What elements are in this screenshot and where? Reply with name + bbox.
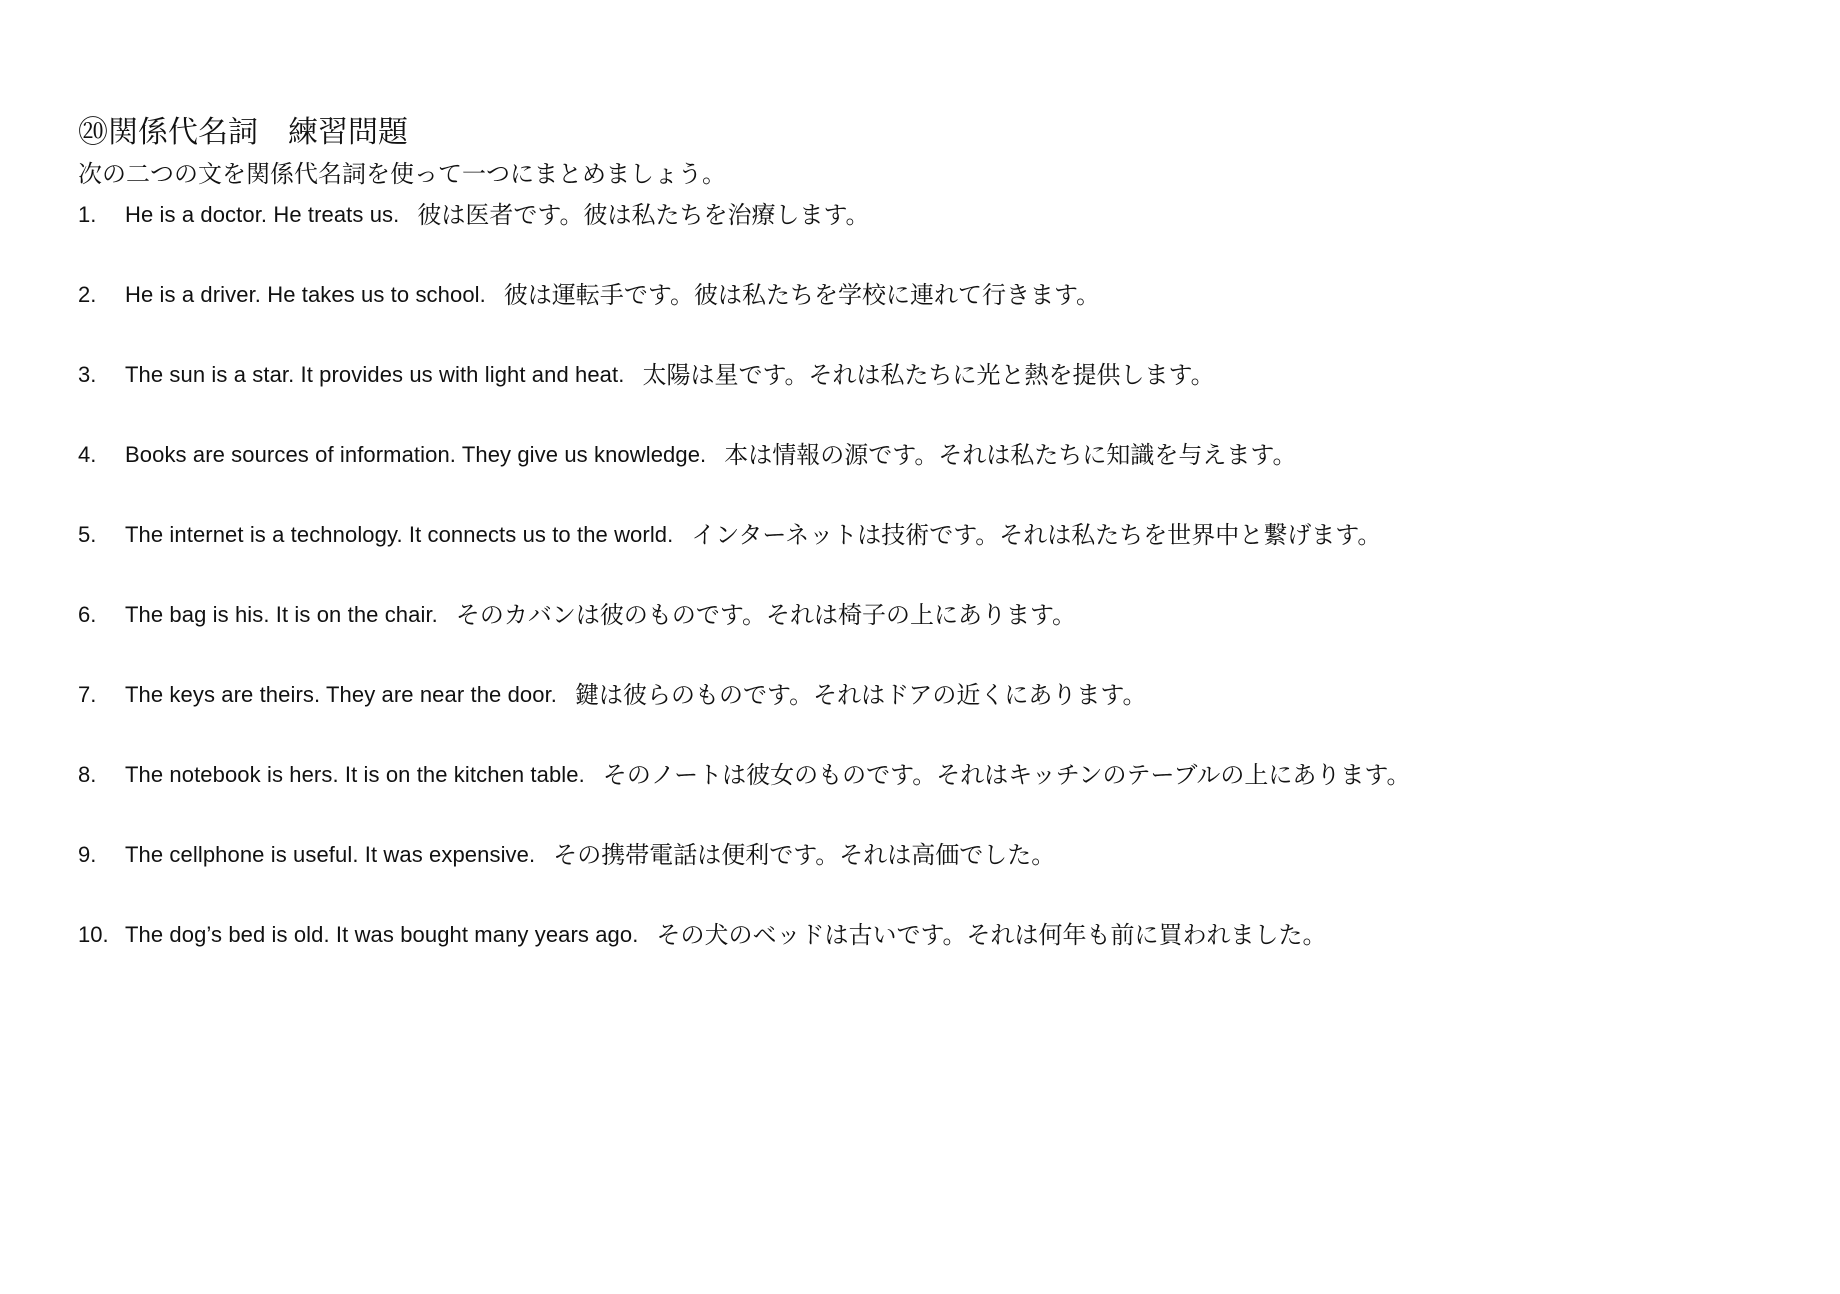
worksheet-instruction: 次の二つの文を関係代名詞を使って一つにまとめましょう。 [78, 160, 726, 188]
japanese-translation: 本は情報の源です。それは私たちに知識を与えます。 [724, 441, 1297, 469]
exercise-item-2 [78, 278, 1778, 358]
english-sentence: He is a driver. He takes us to school. [125, 282, 486, 307]
exercise-item-7 [78, 678, 1778, 758]
english-sentence: He is a doctor. He treats us. [125, 202, 400, 227]
english-sentence: The bag is his. It is on the chair. [125, 602, 438, 627]
japanese-translation: 彼は運転手です。彼は私たちを学校に連れて行きます。 [503, 281, 1101, 309]
japanese-translation: 鍵は彼らのものです。それはドアの近くにあります。 [575, 681, 1147, 709]
exercise-number: 5. [78, 522, 97, 547]
japanese-translation: その携帯電話は便利です。それは高価でした。 [553, 841, 1056, 869]
exercise-number: 7. [78, 682, 97, 707]
exercise-number: 9. [78, 842, 97, 867]
exercise-number: 1. [78, 202, 97, 227]
exercise-item-1 [78, 198, 1778, 278]
english-sentence: The notebook is hers. It is on the kitchen table. [125, 762, 585, 787]
japanese-translation: そのカバンは彼のものです。それは椅子の上にあります。 [455, 601, 1077, 629]
japanese-translation: 彼は医者です。彼は私たちを治療します。 [417, 201, 870, 229]
exercise-number: 3. [78, 362, 97, 387]
english-sentence: Books are sources of information. They give us knowledge. [125, 442, 707, 467]
english-sentence: The sun is a star. It provides us with light and heat. [125, 362, 625, 387]
exercise-number: 8. [78, 762, 97, 787]
english-sentence: The cellphone is useful. It was expensive. [125, 842, 536, 867]
exercise-item-3 [78, 358, 1778, 438]
exercise-number: 10. [78, 922, 109, 947]
exercise-item-8 [78, 758, 1778, 838]
english-sentence: The keys are theirs. They are near the door. [125, 682, 558, 707]
exercise-number: 2. [78, 282, 97, 307]
exercise-item-5 [78, 518, 1778, 598]
english-sentence: The internet is a technology. It connects us to the world. [125, 522, 674, 547]
japanese-translation: そのノートは彼女のものです。それはキッチンのテーブルの上にあります。 [602, 761, 1411, 789]
worksheet-title: ⑳関係代名詞 練習問題 [78, 115, 408, 151]
japanese-translation: 太陽は星です。それは私たちに光と熱を提供します。 [642, 361, 1215, 389]
japanese-translation: インターネットは技術です。それは私たちを世界中と繋げます。 [691, 521, 1382, 549]
exercise-list [78, 198, 1778, 998]
exercise-item-9 [78, 838, 1778, 918]
exercise-item-6 [78, 598, 1778, 678]
exercise-item-4 [78, 438, 1778, 518]
exercise-item-10 [78, 918, 1778, 998]
japanese-translation: その犬のベッドは古いです。それは何年も前に買われました。 [656, 921, 1327, 949]
exercise-number: 6. [78, 602, 97, 627]
exercise-number: 4. [78, 442, 97, 467]
english-sentence: The dog’s bed is old. It was bought many years ago. [125, 922, 639, 947]
